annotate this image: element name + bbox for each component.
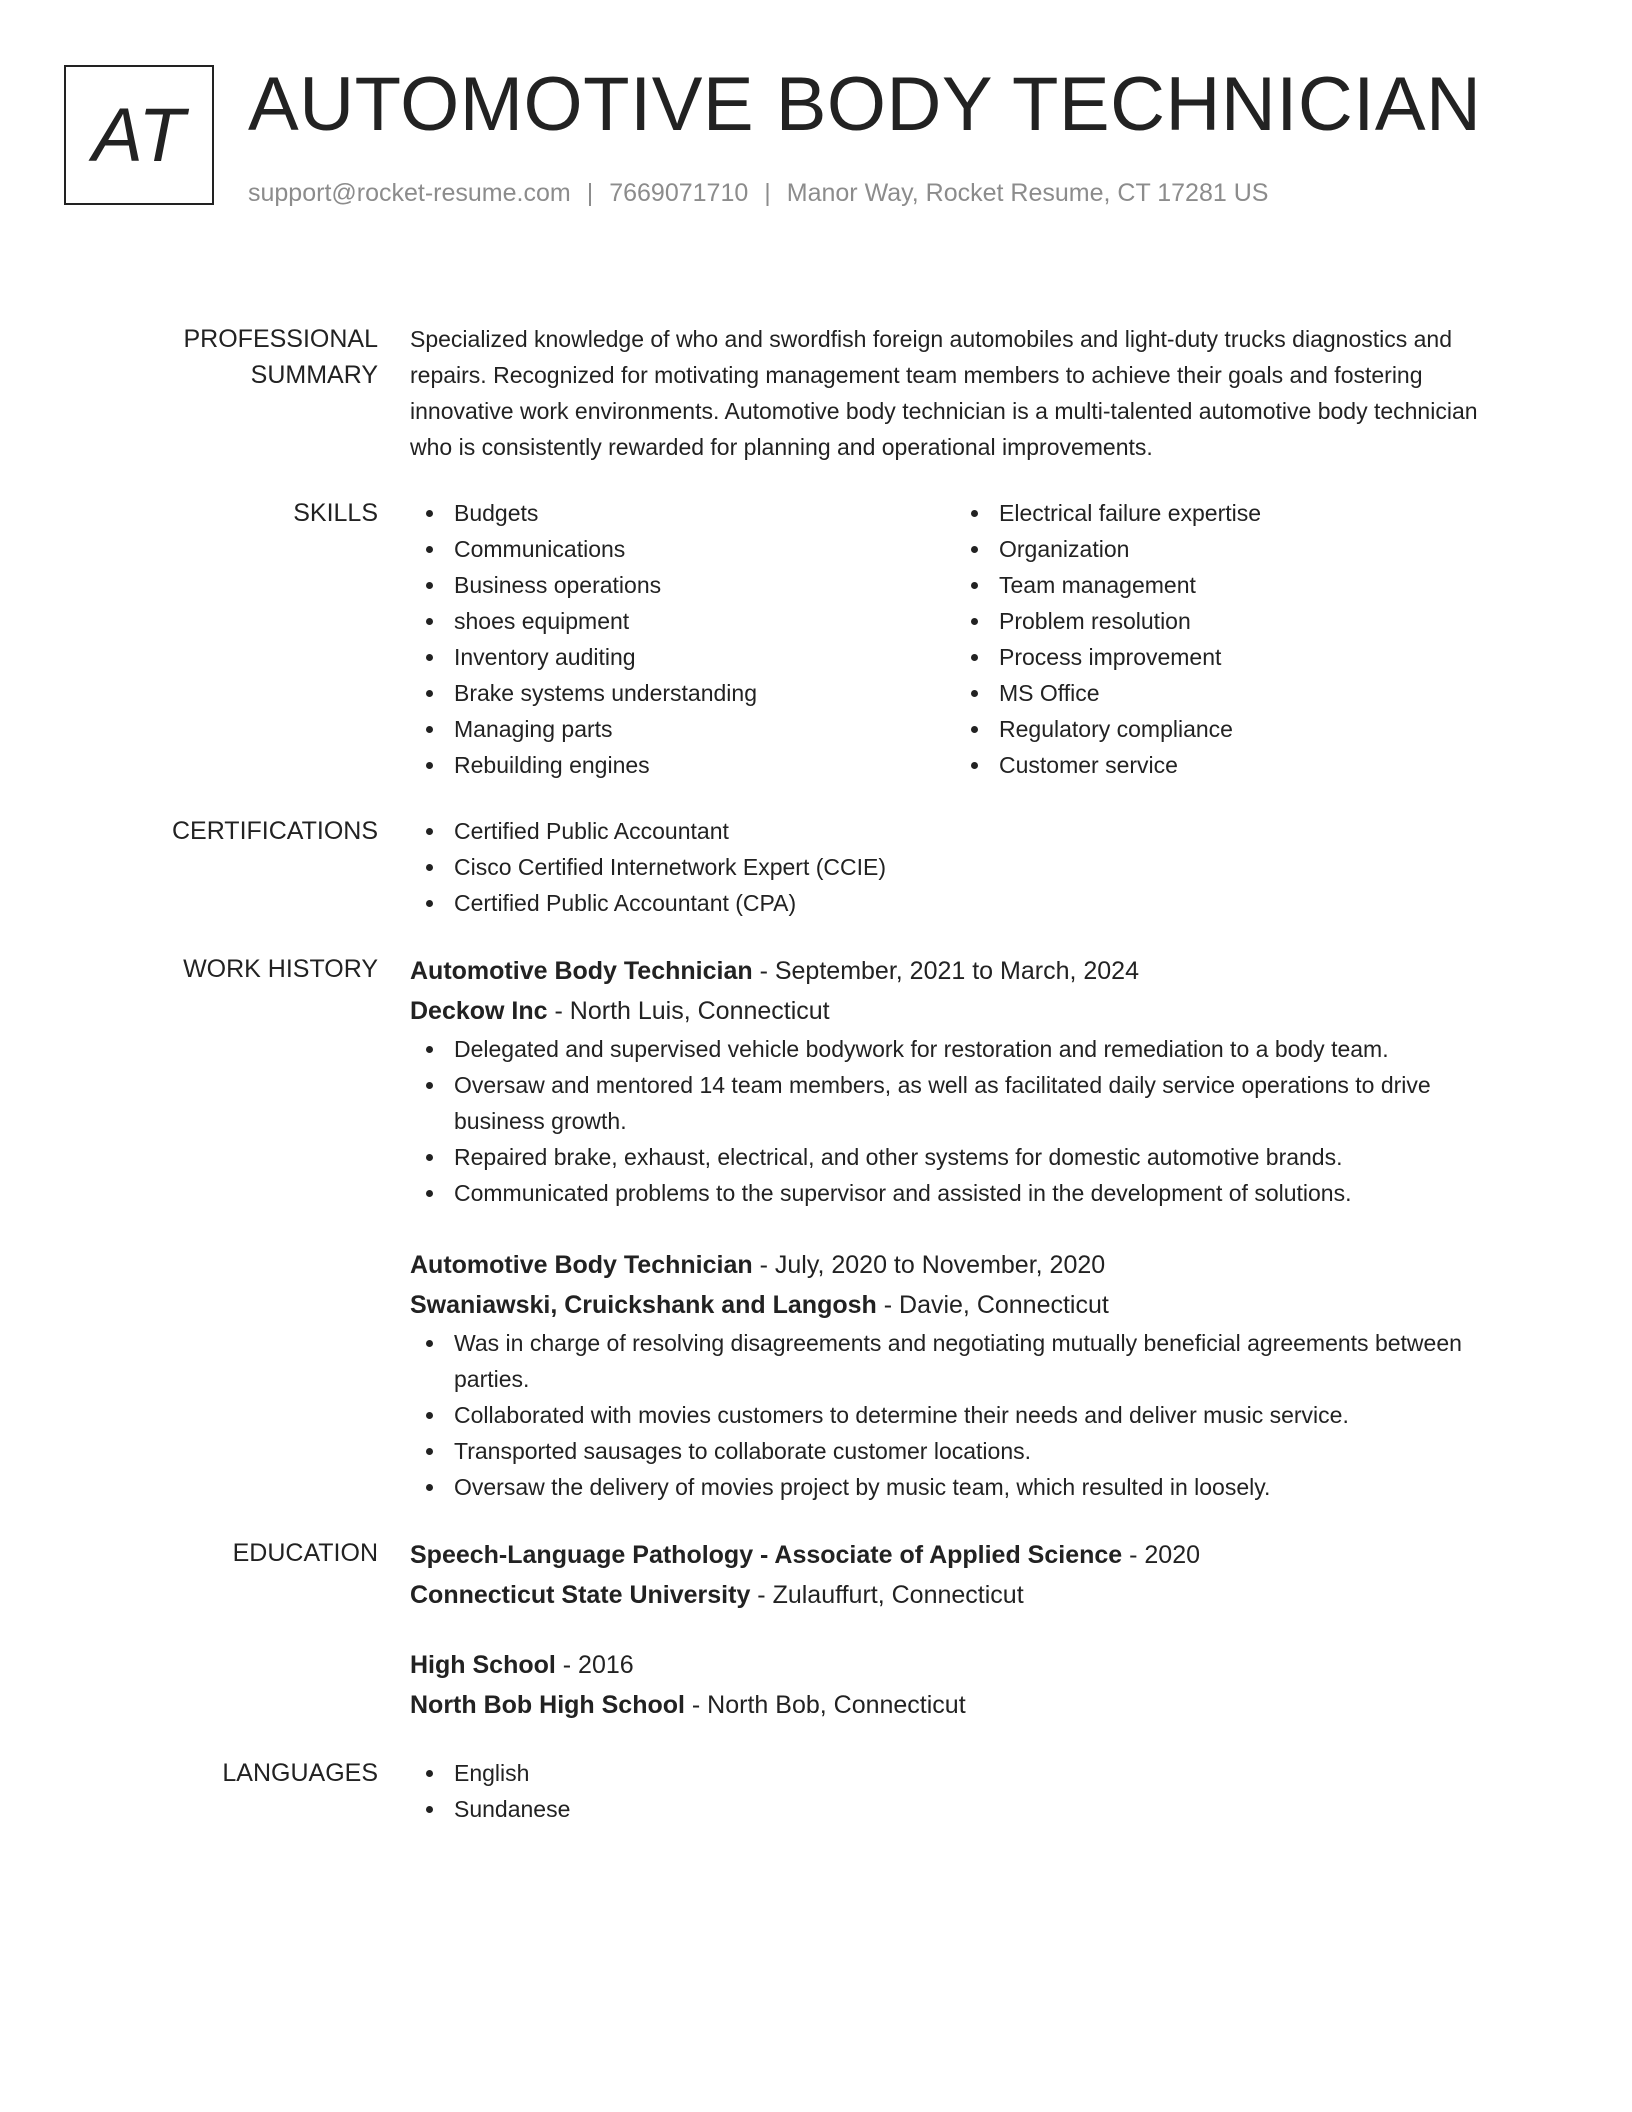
skill-item: Process improvement <box>955 639 1500 675</box>
education-entry <box>410 1645 1522 1725</box>
skill-item: Communications <box>410 531 955 567</box>
education-school: Connecticut State University <box>410 1581 751 1609</box>
job-title-line <box>410 1245 1522 1285</box>
skill-item: Team management <box>955 567 1500 603</box>
section-label: PROFESSIONAL SUMMARY <box>183 325 378 389</box>
skill-item: shoes equipment <box>410 603 955 639</box>
section-education <box>64 1535 1568 1725</box>
job-bullet: Oversaw and mentored 14 team members, as well as facilitated daily service operations to drive business growth. <box>410 1067 1522 1139</box>
certification-list <box>410 813 1522 921</box>
skills-column-left <box>410 495 955 783</box>
education-school-line <box>410 1575 1522 1615</box>
section-summary <box>64 321 1568 465</box>
job-bullet: Oversaw the delivery of movies project by music team, which resulted in loosely. <box>410 1469 1522 1505</box>
language-item: Sundanese <box>410 1791 1522 1827</box>
education-year: - 2016 <box>555 1651 634 1679</box>
education-location: - North Bob, Connecticut <box>684 1691 966 1719</box>
skill-item: Budgets <box>410 495 955 531</box>
resume-header <box>64 62 1568 209</box>
section-body <box>410 321 1522 465</box>
candidate-name: AUTOMOTIVE BODY TECHNICIAN <box>248 62 1482 147</box>
job-dates: - July, 2020 to November, 2020 <box>752 1251 1106 1279</box>
education-year: - 2020 <box>1122 1541 1201 1569</box>
job-bullet: Communicated problems to the supervisor and assisted in the development of solutions. <box>410 1175 1522 1211</box>
job-bullet-list <box>410 1031 1522 1211</box>
section-work-history <box>64 951 1568 1505</box>
header-text <box>248 62 1482 208</box>
job-location: - Davie, Connecticut <box>876 1291 1109 1319</box>
education-degree: Speech-Language Pathology - Associate of Applied Science <box>410 1541 1123 1569</box>
section-label: EDUCATION <box>232 1539 378 1567</box>
skills-column-right <box>955 495 1500 783</box>
section-label: SKILLS <box>293 499 378 527</box>
contact-separator: | <box>586 179 594 207</box>
language-item: English <box>410 1755 1522 1791</box>
education-school-line <box>410 1685 1522 1725</box>
section-label: LANGUAGES <box>222 1759 378 1787</box>
job-company-line <box>410 991 1522 1031</box>
skill-item: Regulatory compliance <box>955 711 1500 747</box>
skill-item: Rebuilding engines <box>410 747 955 783</box>
contact-phone: 7669071710 <box>609 179 749 207</box>
job-bullet-list <box>410 1325 1522 1505</box>
section-languages <box>64 1755 1568 1827</box>
job-title-line <box>410 951 1522 991</box>
job-entry <box>410 951 1522 1211</box>
job-bullet: Was in charge of resolving disagreements and negotiating mutually beneficial agreements between parties. <box>410 1325 1522 1397</box>
section-skills <box>64 495 1568 783</box>
summary-text: Specialized knowledge of who and swordfish foreign automobiles and light-duty trucks diagnostics and repairs. Recognized for motivating management team members to achieve their goals and fostering innovative work environments. Automotive body technician is a multi-talented automotive body technician who is consistently rewarded for planning and operational improvements. <box>410 326 1478 460</box>
section-body <box>410 1535 1522 1725</box>
contact-line <box>248 179 1481 208</box>
skill-item: Inventory auditing <box>410 639 955 675</box>
job-bullet: Collaborated with movies customers to determine their needs and deliver music service. <box>410 1397 1522 1433</box>
skill-item: Brake systems understanding <box>410 675 955 711</box>
skill-item: Organization <box>955 531 1500 567</box>
job-dates: - September, 2021 to March, 2024 <box>752 957 1139 985</box>
skill-item: Customer service <box>955 747 1500 783</box>
certification-item: Cisco Certified Internetwork Expert (CCIE) <box>410 849 1522 885</box>
job-title: Automotive Body Technician <box>410 1251 753 1279</box>
job-company: Swaniawski, Cruickshank and Langosh <box>410 1291 877 1319</box>
job-company: Deckow Inc <box>410 997 548 1025</box>
contact-email: support@rocket-resume.com <box>248 179 571 207</box>
job-location: - North Luis, Connecticut <box>547 997 830 1025</box>
section-label: CERTIFICATIONS <box>171 817 378 845</box>
skill-item: Business operations <box>410 567 955 603</box>
contact-address: Manor Way, Rocket Resume, CT 17281 US <box>786 179 1269 207</box>
language-list <box>410 1755 1522 1827</box>
job-company-line <box>410 1285 1522 1325</box>
certification-item: Certified Public Accountant <box>410 813 1522 849</box>
job-title: Automotive Body Technician <box>410 957 753 985</box>
skill-item: Managing parts <box>410 711 955 747</box>
skill-item: MS Office <box>955 675 1500 711</box>
contact-separator: | <box>764 179 771 207</box>
job-entry <box>410 1245 1522 1505</box>
section-body <box>410 813 1522 921</box>
education-school: North Bob High School <box>410 1691 685 1719</box>
certification-item: Certified Public Accountant (CPA) <box>410 885 1522 921</box>
skill-item: Electrical failure expertise <box>955 495 1500 531</box>
section-label: WORK HISTORY <box>183 955 378 983</box>
education-entry <box>410 1535 1522 1615</box>
education-location: - Zulauffurt, Connecticut <box>750 1581 1024 1609</box>
education-degree-line <box>410 1535 1522 1575</box>
education-degree: High School <box>410 1651 556 1679</box>
skill-item: Problem resolution <box>955 603 1500 639</box>
resume-sections <box>64 321 1568 1827</box>
section-certifications <box>64 813 1568 921</box>
job-bullet: Repaired brake, exhaust, electrical, and other systems for domestic automotive brands. <box>410 1139 1522 1175</box>
section-body <box>410 1755 1522 1827</box>
job-bullet: Delegated and supervised vehicle bodywork for restoration and remediation to a body team. <box>410 1031 1522 1067</box>
monogram-logo: AT <box>64 65 214 205</box>
job-bullet: Transported sausages to collaborate customer locations. <box>410 1433 1522 1469</box>
section-body <box>410 951 1522 1505</box>
education-degree-line <box>410 1645 1522 1685</box>
skills-grid <box>410 495 1522 783</box>
